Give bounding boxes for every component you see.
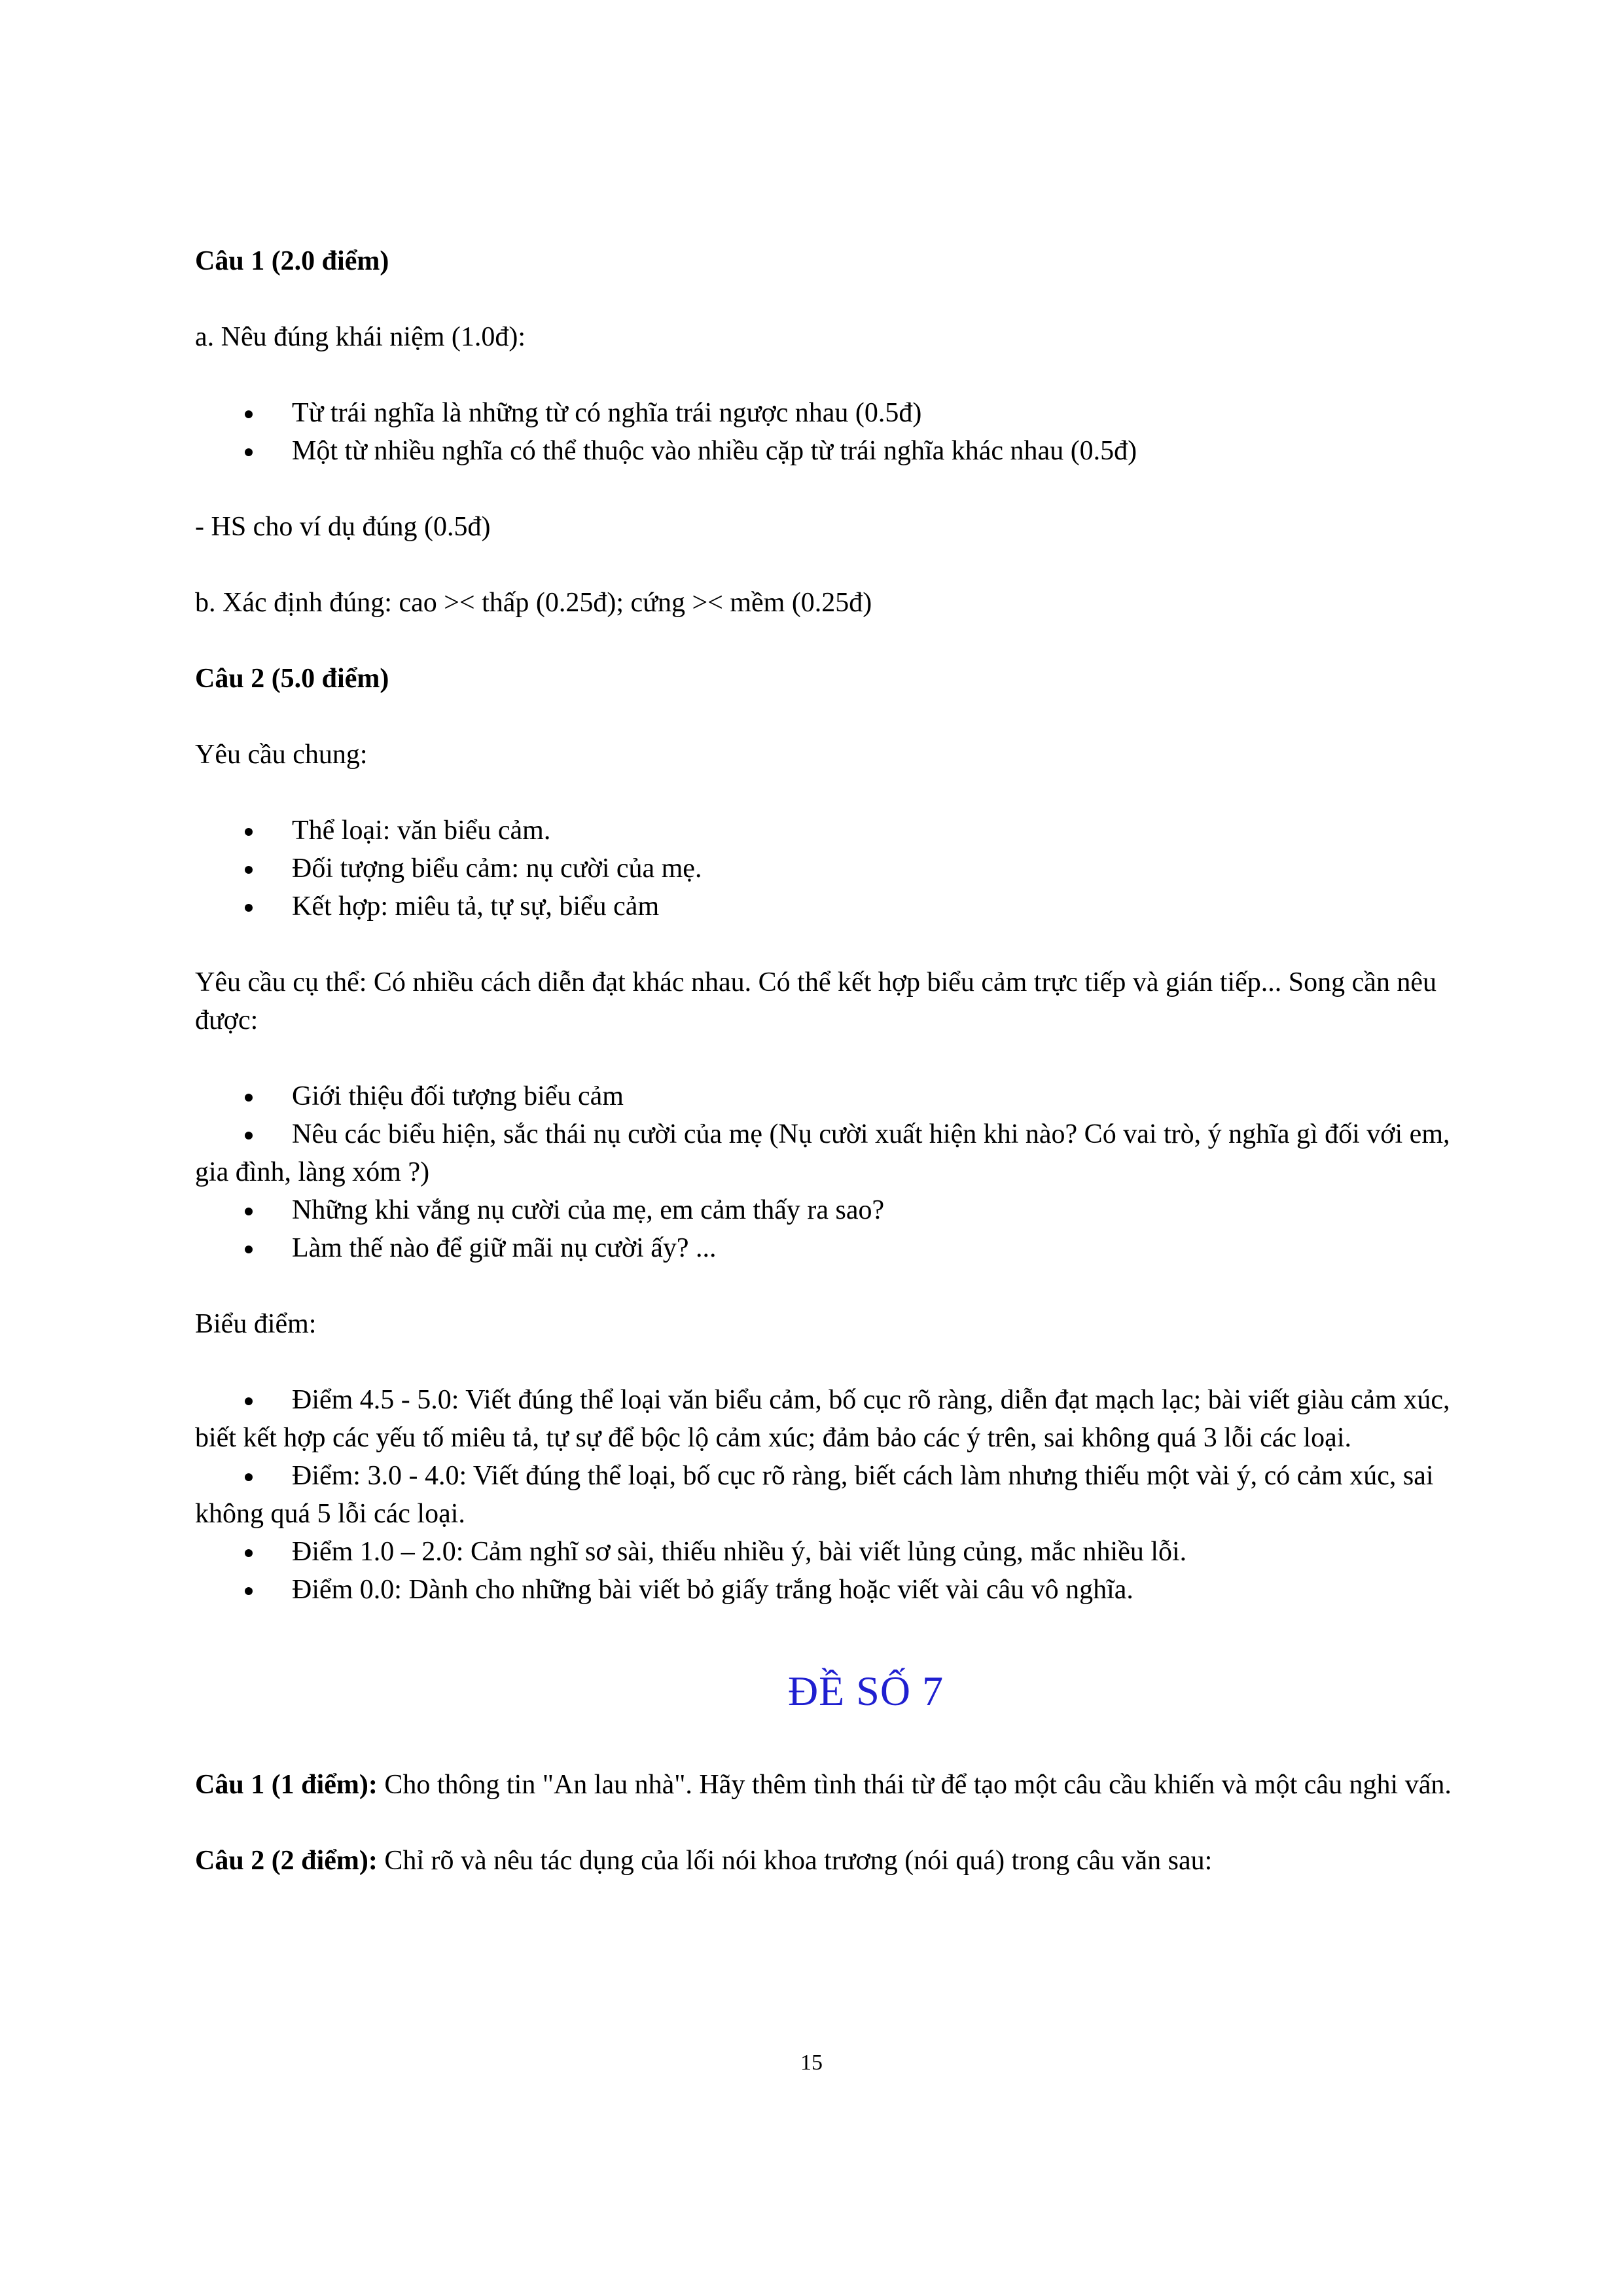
specific-requirements-list	[195, 1077, 1537, 1267]
score-label: Biểu điểm:	[195, 1309, 317, 1339]
bullet-icon	[245, 448, 253, 456]
bullet-icon	[245, 1397, 253, 1405]
bullet-icon	[245, 904, 253, 912]
bullet-icon	[245, 1246, 253, 1253]
list-item: Những khi vắng nụ cười của mẹ, em cảm thấy ra sao?	[195, 1191, 1537, 1229]
cau1-part-a: a. Nêu đúng khái niệm (1.0đ):	[195, 322, 526, 352]
list-item: Điểm: 3.0 - 4.0: Viết đúng thể loại, bố cục rõ ràng, biết cách làm nhưng thiếu một vài ý, có cảm xúc, sai không quá 5 lỗi các loại.	[195, 1461, 1434, 1529]
cau1-heading: Câu 1 (2.0 điểm)	[195, 246, 389, 276]
general-requirements-list	[195, 812, 1537, 925]
list-item: Một từ nhiều nghĩa có thể thuộc vào nhiều cặp từ trái nghĩa khác nhau (0.5đ)	[195, 432, 1537, 470]
bullet-icon	[245, 1094, 253, 1102]
list-item: Giới thiệu đối tượng biểu cảm	[195, 1077, 1537, 1115]
bullet-icon	[245, 828, 253, 836]
list-item: Điểm 0.0: Dành cho những bài viết bỏ giấy trắng hoặc viết vài câu vô nghĩa.	[195, 1571, 1537, 1609]
bullet-icon	[245, 1587, 253, 1595]
question-2	[195, 1842, 1537, 1880]
question-1-text: Cho thông tin "An lau nhà". Hãy thêm tình thái từ để tạo một câu cầu khiến và một câu nghi vấn.	[377, 1770, 1452, 1800]
bullet-icon	[245, 866, 253, 874]
list-item: Từ trái nghĩa là những từ có nghĩa trái ngược nhau (0.5đ)	[195, 394, 1537, 432]
document-page	[195, 242, 1537, 1880]
specific-requirements-line-1: Yêu cầu cụ thể: Có nhiều cách diễn đạt khác nhau. Có thể kết hợp biểu cảm trực tiếp và gián tiếp... Song cần nêu	[195, 967, 1437, 997]
bullet-icon	[245, 1473, 253, 1481]
bullet-icon	[245, 1132, 253, 1139]
question-1	[195, 1766, 1537, 1804]
score-list	[195, 1381, 1537, 1609]
bullet-icon	[245, 1549, 253, 1557]
question-2-label: Câu 2 (2 điểm):	[195, 1846, 378, 1876]
list-item: Làm thế nào để giữ mãi nụ cười ấy? ...	[195, 1229, 1537, 1267]
cau1-bullet-list	[195, 394, 1537, 470]
exam-title: ĐỀ SỐ 7	[787, 1668, 944, 1714]
list-item: Kết hợp: miêu tả, tự sự, biểu cảm	[195, 888, 1537, 925]
cau1-example: - HS cho ví dụ đúng (0.5đ)	[195, 512, 491, 542]
bullet-icon	[245, 1208, 253, 1215]
bullet-icon	[245, 410, 253, 418]
specific-requirements-line-2: được:	[195, 1005, 259, 1035]
list-item: Nêu các biểu hiện, sắc thái nụ cười của mẹ (Nụ cười xuất hiện khi nào? Có vai trò, ý nghĩa gì đối với em, gia đình, làng xóm ?)	[195, 1119, 1450, 1187]
cau2-heading: Câu 2 (5.0 điểm)	[195, 664, 389, 694]
question-1-label: Câu 1 (1 điểm):	[195, 1770, 378, 1800]
list-item: Đối tượng biểu cảm: nụ cười của mẹ.	[195, 850, 1537, 888]
list-item: Điểm 1.0 – 2.0: Cảm nghĩ sơ sài, thiếu nhiều ý, bài viết lủng củng, mắc nhiều lỗi.	[195, 1533, 1537, 1571]
cau1-part-b: b. Xác định đúng: cao >< thấp (0.25đ); cứng >< mềm (0.25đ)	[195, 588, 872, 618]
list-item: Điểm 4.5 - 5.0: Viết đúng thể loại văn biểu cảm, bố cục rõ ràng, diễn đạt mạch lạc; bài viết giàu cảm xúc, biết kết hợp các yếu tố miêu tả, tự sự để bộc lộ cảm xúc; đảm bảo các ý trên, sai không quá 3 lỗi các loại.	[195, 1385, 1450, 1453]
question-2-text: Chỉ rõ và nêu tác dụng của lối nói khoa trương (nói quá) trong câu văn sau:	[377, 1846, 1213, 1876]
list-item: Thể loại: văn biểu cảm.	[195, 812, 1537, 850]
general-requirements-label: Yêu cầu chung:	[195, 740, 368, 770]
page-number: 15	[800, 2051, 823, 2075]
